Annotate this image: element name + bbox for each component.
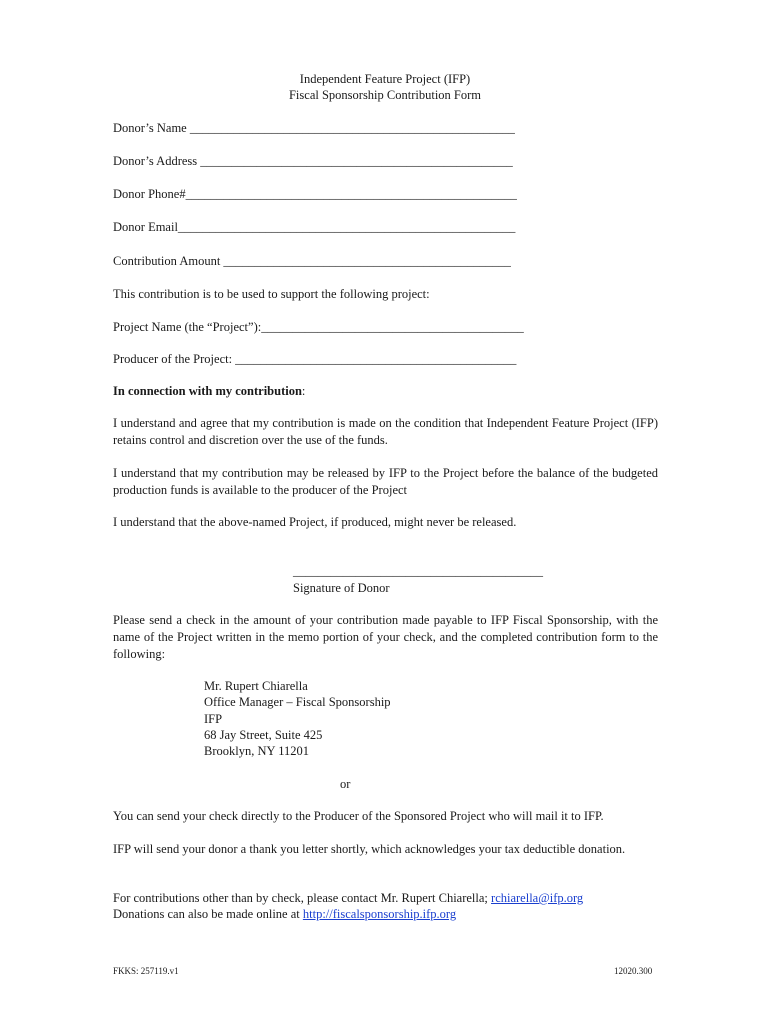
project-name-field[interactable]: Project Name (the “Project”):__________________________________________ (113, 320, 524, 334)
never-released-paragraph: I understand that the above-named Project, if produced, might never be released. (113, 515, 517, 529)
alt-send-paragraph: You can send your check directly to the Producer of the Sponsored Project who will mail it to IFP. (113, 809, 604, 823)
online-line (113, 906, 456, 922)
donor-phone-field[interactable]: Donor Phone#_____________________________________________________ (113, 187, 517, 201)
connection-heading (113, 383, 305, 399)
thank-you-paragraph: IFP will send your donor a thank you letter shortly, which acknowledges your tax deductible donation. (113, 842, 626, 856)
support-statement: This contribution is to be used to support the following project: (113, 287, 430, 301)
address-title: Office Manager – Fiscal Sponsorship (204, 695, 391, 710)
release-paragraph: I understand that my contribution may be released by IFP to the Project before the balance of the budgeted production funds is available to the producer of the Project (113, 466, 658, 497)
contribution-amount-field[interactable]: Contribution Amount ______________________________________________ (113, 254, 511, 268)
donor-address-field[interactable]: Donor’s Address __________________________________________________ (113, 154, 513, 168)
or-text: or (340, 777, 351, 791)
signature-label: Signature of Donor (293, 581, 390, 595)
title-line-2: Fiscal Sponsorship Contribution Form (288, 88, 482, 102)
connection-heading-colon: : (301, 384, 306, 398)
connection-heading-text: In connection with my contribution (113, 384, 302, 398)
footer-doc-id: FKKS: 257119.v1 (113, 966, 179, 976)
contact-text: For contributions other than by check, please contact Mr. Rupert Chiarella; (113, 891, 492, 905)
address-street: 68 Jay Street, Suite 425 (204, 727, 323, 742)
website-link[interactable]: http://fiscalsponsorship.ifp.org (302, 907, 457, 921)
mailing-address (204, 678, 391, 759)
address-city: Brooklyn, NY 11201 (204, 744, 309, 759)
address-name: Mr. Rupert Chiarella (204, 679, 308, 693)
title-line-1: Independent Feature Project (IFP) (299, 72, 471, 86)
donor-name-field[interactable]: Donor’s Name ____________________________________________________ (113, 121, 515, 135)
address-org: IFP (204, 711, 223, 726)
contact-line (113, 890, 583, 906)
donor-email-field[interactable]: Donor Email______________________________________________________ (113, 220, 516, 234)
signature-line[interactable]: ________________________________________ (293, 564, 543, 578)
email-link[interactable]: rchiarella@ifp.org (491, 891, 584, 905)
online-text: Donations can also be made online at (113, 907, 303, 921)
condition-paragraph: I understand and agree that my contribution is made on the condition that Independent Feature Project (IFP) retains control and discretion over the use of the funds. (113, 416, 658, 447)
producer-field[interactable]: Producer of the Project: _____________________________________________ (113, 352, 517, 366)
footer-number: 12020.300 (614, 966, 653, 976)
instructions-paragraph: Please send a check in the amount of your contribution made payable to IFP Fiscal Sponsorship, with the name of the Project written in the memo portion of your check, and the completed contribution form to the following: (113, 613, 658, 661)
